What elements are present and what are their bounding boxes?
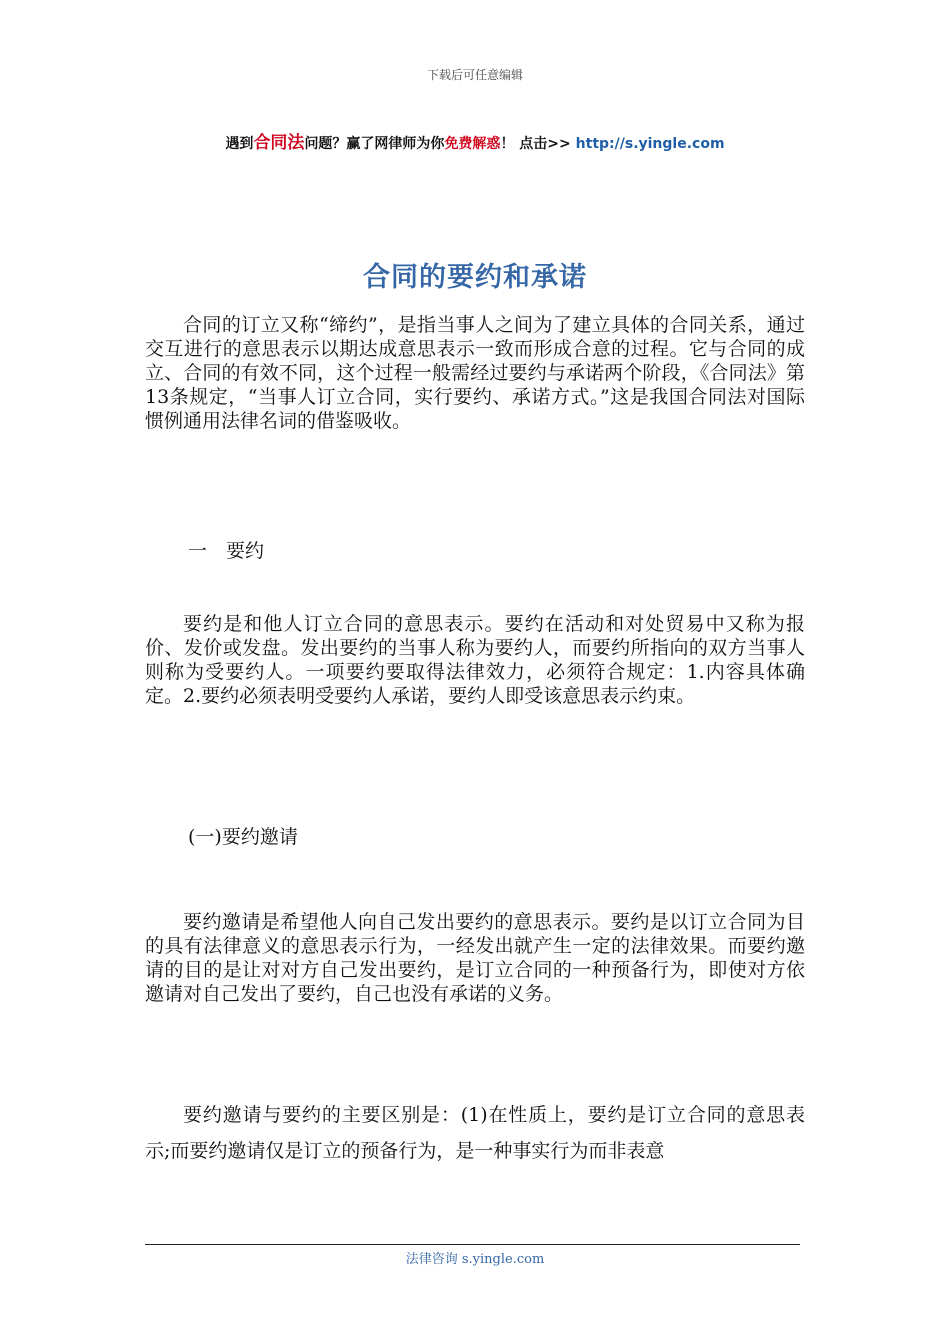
paragraph-offer: 要约是和他人订立合同的意思表示。要约在活动和对处贸易中又称为报价、发价或发盘。发出要约的当事人称为要约人，而要约所指向的双方当事人则称为受要约人。一项要约要取得法律效力，必须符合规定：1.内容具体确定。2.要约必须表明受要约人承诺，要约人即受该意思表示约束。 <box>145 613 805 707</box>
promo-free: 免费解惑 <box>444 136 501 152</box>
header-note: 下载后可任意编辑 <box>426 68 523 82</box>
promo-banner <box>0 128 950 153</box>
paragraph-difference: 要约邀请与要约的主要区别是：(1)在性质上，要约是订立合同的意思表示;而要约邀请仅是订立的预备行为，是一种事实行为而非表意 <box>145 1104 805 1162</box>
document-title: 合同的要约和承诺 <box>363 262 587 293</box>
paragraph-intro: 合同的订立又称“缔约”，是指当事人之间为了建立具体的合同关系，通过交互进行的意思表示以期达成意思表示一致而形成合意的过程。它与合同的成立、合同的有效不同，这个过程一般需经过要约与承诺两个阶段，《合同法》第13条规定，“当事人订立合同，实行要约、承诺方式。”这是我国合同法对国际惯例通用法律名词的借鉴吸收。 <box>145 314 805 432</box>
paragraph-invitation: 要约邀请是希望他人向自己发出要约的意思表示。要约是以订立合同为目的具有法律意义的意思表示行为，一经发出就产生一定的法律效果。而要约邀请的目的是让对对方自己发出要约，是订立合同的一种预备行为，即使对方依邀请对自己发出了要约，自己也没有承诺的义务。 <box>145 911 805 1005</box>
footer-divider <box>145 1244 800 1245</box>
footer-text[interactable]: 法律咨询 s.yingle.com <box>405 1252 545 1267</box>
promo-link[interactable]: http://s.yingle.com <box>575 136 725 152</box>
promo-text-3: ！ 点击>> <box>500 136 576 152</box>
promo-text-1: 遇到 <box>225 136 254 152</box>
section-heading-offer: 一 要约 <box>188 540 265 562</box>
promo-text-2: 问题？赢了网律师为你 <box>304 136 445 152</box>
section-heading-invitation: (一)要约邀请 <box>188 826 298 848</box>
promo-keyword: 合同法 <box>253 133 305 153</box>
